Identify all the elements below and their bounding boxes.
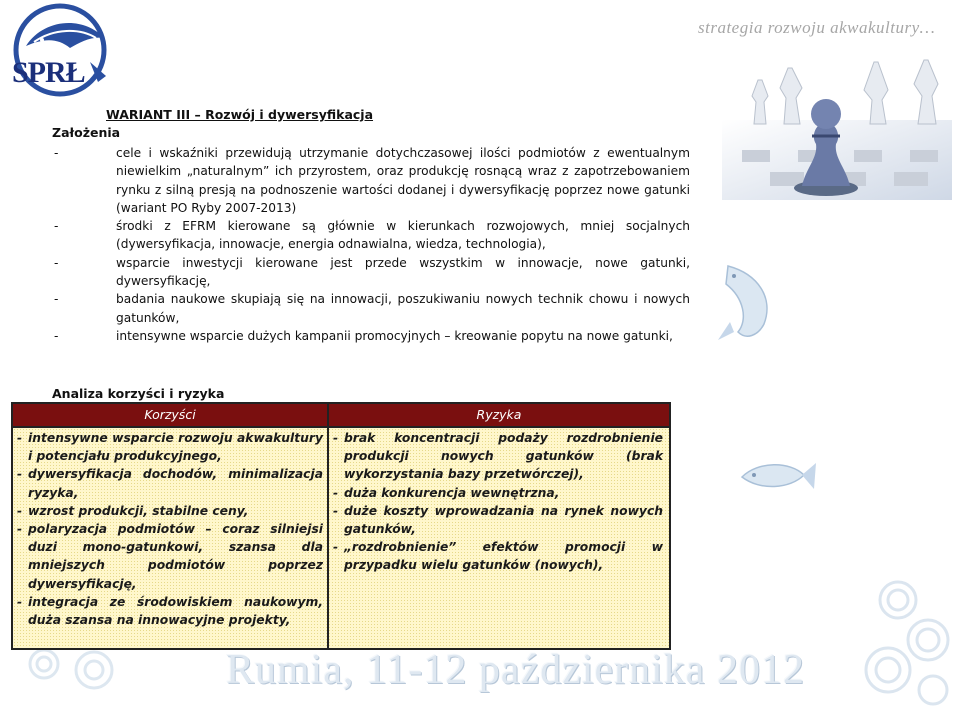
list-item: - badania naukowe skupiają się na innowacji, poszukiwaniu nowych technik chowu i nowych gatunków, bbox=[54, 292, 690, 325]
swirl-decoration-icon bbox=[858, 570, 958, 710]
logo-text: SPRŁ bbox=[12, 56, 85, 89]
list-item: - duża konkurencja wewnętrzna, bbox=[333, 485, 560, 500]
analysis-heading: Analiza korzyści i ryzyka bbox=[52, 386, 225, 401]
list-item: - polaryzacja podmiotów – coraz silniejsi duzi mono-gatunkowi, szansa dla mniejszych podmiotów poprzez dywersyfikację, bbox=[17, 522, 323, 591]
table-header bbox=[13, 404, 669, 426]
list-item: - środki z EFRM kierowane są głównie w kierunkach rozwojowych, mniej socjalnych (dywersyfikacja, innowacje, energia odnawialna, wiedza, technologia), bbox=[54, 219, 690, 252]
fish-decoration-icon bbox=[708, 262, 778, 342]
list-item: - cele i wskaźniki przewidują utrzymanie dotychczasowej ilości podmiotów z ewentualnym niewielkim „naturalnym” ich przyrostem, oraz produkcję rosnącą wraz z zapotrzebowaniem rynku z silną presją na podnoszenie wartości dodanej i dywersyfikację poprzez nowe gatunki (wariant PO Ryby 2007-2013) bbox=[54, 146, 690, 215]
event-footer: Rumia, 11-12 października 2012 bbox=[226, 647, 805, 693]
assumptions-heading: Założenia bbox=[52, 125, 121, 140]
risks-column-header: Ryzyka bbox=[476, 407, 522, 422]
list-item: - intensywne wsparcie dużych kampanii promocyjnych – kreowanie popytu na nowe gatunki, bbox=[54, 328, 673, 343]
list-item: - brak koncentracji podaży rozdrobnienie produkcji nowych gatunków (brak wykorzystania bazy przetwórczej), bbox=[333, 431, 663, 482]
list-item: - „rozdrobnienie” efektów promocji w przypadku wielu gatunków (nowych), bbox=[333, 540, 663, 573]
column-divider bbox=[327, 404, 329, 648]
benefits-list bbox=[17, 429, 323, 629]
variant-title: WARIANT III – Rozwój i dywersyfikacja bbox=[106, 107, 374, 122]
sprl-logo bbox=[4, 2, 116, 102]
risks-list bbox=[333, 429, 663, 575]
list-item: - duże koszty wprowadzania na rynek nowych gatunków, bbox=[333, 503, 663, 537]
tagline: strategia rozwoju akwakultury… bbox=[698, 18, 936, 37]
fish-decoration-icon bbox=[738, 455, 818, 500]
list-item: - wzrost produkcji, stabilne ceny, bbox=[17, 503, 249, 518]
benefits-column-header: Korzyści bbox=[144, 407, 196, 422]
list-item: - intensywne wsparcie rozwoju akwakultury i potencjału produkcyjnego, bbox=[17, 431, 323, 464]
header-divider bbox=[13, 426, 669, 428]
list-item: - wsparcie inwestycji kierowane jest przede wszystkim w innowacje, nowe gatunki, dywersyfikację, bbox=[54, 255, 690, 289]
list-item: - dywersyfikacja dochodów, minimalizacja ryzyka, bbox=[17, 467, 323, 500]
benefits-risks-table bbox=[11, 402, 671, 650]
swirl-decoration-icon bbox=[24, 640, 134, 710]
list-item: - integracja ze środowiskiem naukowym, duża szansa na innowacyjne projekty, bbox=[17, 594, 323, 628]
chess-pieces-image bbox=[722, 40, 952, 200]
assumptions-list bbox=[52, 144, 690, 345]
